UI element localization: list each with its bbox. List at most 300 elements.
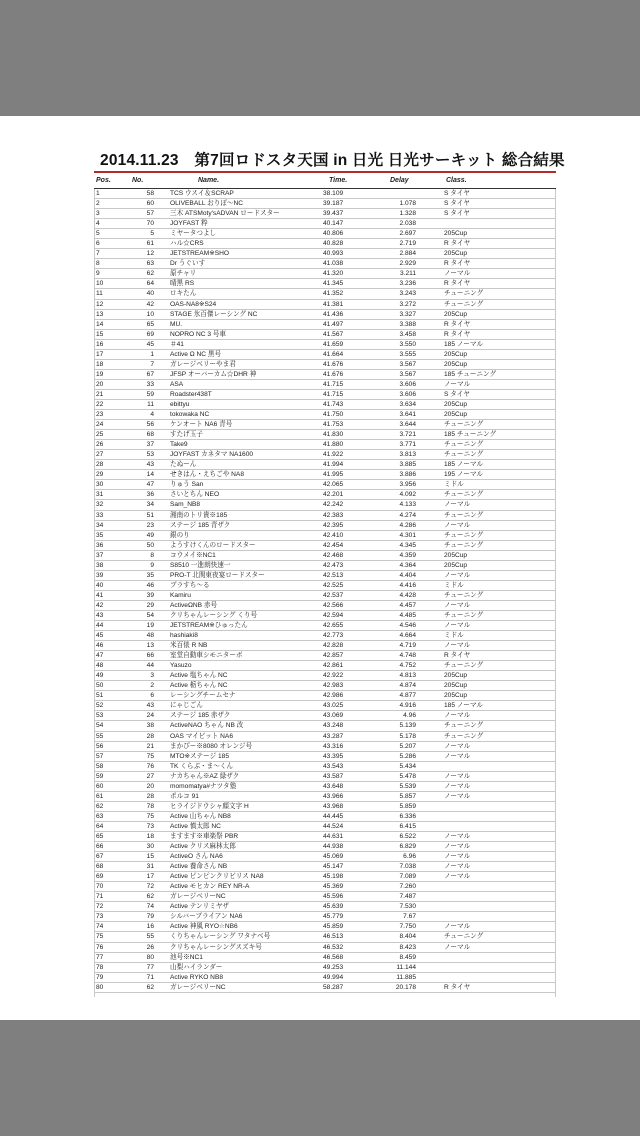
cell-time: 41.038: [323, 260, 344, 268]
cell-pos: 75: [96, 933, 104, 941]
cell-no: 35: [146, 571, 154, 579]
cell-class: ミドル: [444, 481, 464, 489]
cell-delay: 7.038: [399, 863, 416, 871]
cell-class: S タイヤ: [444, 210, 470, 218]
cell-pos: 54: [96, 722, 104, 730]
cell-pos: 39: [96, 571, 104, 579]
cell-no: 44: [146, 662, 154, 670]
cell-delay: 4.96: [403, 712, 416, 720]
cell-name: tokowaka NC: [170, 411, 210, 419]
cell-class: 205Cup: [444, 561, 468, 569]
cell-delay: 4.748: [399, 652, 416, 660]
cell-time: 42.242: [323, 501, 344, 509]
cell-name: りゅう San: [170, 481, 204, 489]
table-row: [94, 691, 556, 701]
cell-no: 47: [146, 481, 154, 489]
cell-time: 43.966: [323, 792, 344, 800]
cell-delay: 4.364: [399, 561, 416, 569]
cell-pos: 14: [96, 320, 104, 328]
cell-pos: 17: [96, 350, 104, 358]
cell-delay: 6.415: [399, 822, 416, 830]
cell-name: ますます※車楽祭 PBR: [170, 833, 239, 840]
cell-class: チューニング: [444, 722, 484, 730]
cell-delay: 7.089: [399, 873, 416, 881]
cell-pos: 34: [96, 521, 104, 529]
header-time: Time.: [329, 177, 348, 184]
table-row: [94, 289, 556, 299]
cell-no: 67: [146, 370, 154, 378]
cell-pos: 77: [96, 953, 104, 961]
cell-delay: 4.359: [399, 551, 416, 559]
cell-name: ようすけくんのロードスター: [170, 541, 256, 549]
cell-no: 39: [146, 591, 154, 599]
table-row: [94, 410, 556, 420]
cell-time: 42.473: [323, 561, 344, 569]
cell-no: 65: [146, 320, 154, 328]
cell-time: 42.655: [323, 622, 344, 630]
cell-time: 46.513: [323, 933, 344, 941]
cell-delay: 4.286: [399, 521, 416, 529]
cell-no: 66: [146, 652, 154, 660]
cell-class: ノーマル: [444, 752, 471, 760]
cell-delay: 3.721: [399, 431, 416, 439]
cell-no: 58: [146, 190, 154, 197]
table-row: [94, 249, 556, 259]
cell-class: チューニング: [444, 611, 484, 619]
cell-class: ノーマル: [444, 380, 471, 388]
cell-delay: 1.328: [399, 210, 416, 218]
table-row: [94, 269, 556, 279]
cell-delay: 3.634: [399, 400, 416, 408]
cell-delay: 4.546: [399, 622, 416, 630]
cell-delay: 8.423: [399, 943, 416, 951]
cell-name: コウメイ※NC1: [170, 551, 216, 559]
cell-time: 45.069: [323, 853, 344, 861]
cell-no: 71: [146, 973, 154, 981]
cell-class: S タイヤ: [444, 190, 470, 197]
cell-time: 44.524: [323, 822, 344, 830]
cell-no: 42: [146, 300, 154, 308]
table-row: [94, 842, 556, 852]
cell-no: 19: [146, 622, 154, 630]
cell-time: 45.596: [323, 893, 344, 901]
cell-delay: 5.859: [399, 802, 416, 810]
cell-pos: 44: [96, 622, 104, 630]
cell-pos: 55: [96, 732, 104, 740]
cell-no: 70: [146, 220, 154, 228]
table-row: [94, 762, 556, 772]
cell-time: 41.830: [323, 431, 344, 439]
cell-no: 8: [150, 551, 154, 559]
cell-pos: 2: [96, 200, 100, 208]
table-row: [94, 279, 556, 289]
cell-name: Active 慎太郎 NC: [170, 822, 221, 830]
cell-no: 9: [150, 561, 154, 569]
cell-class: ノーマル: [444, 843, 471, 851]
cell-pos: 72: [96, 903, 104, 911]
cell-class: S タイヤ: [444, 390, 470, 398]
cell-delay: 2.697: [399, 230, 416, 238]
cell-class: ノーマル: [444, 782, 471, 790]
cell-class: ノーマル: [444, 622, 471, 630]
cell-delay: 4.916: [399, 702, 416, 710]
cell-class: ノーマル: [444, 501, 471, 509]
cell-delay: 7.530: [399, 903, 416, 911]
table-header: [94, 175, 556, 189]
cell-name: STAGE 氷百傑レーシング NC: [170, 310, 258, 318]
cell-no: 24: [146, 712, 154, 720]
cell-class: チューニング: [444, 451, 484, 459]
cell-pos: 74: [96, 923, 104, 931]
table-row: [94, 571, 556, 581]
cell-no: 3: [150, 672, 154, 680]
cell-time: 41.676: [323, 370, 344, 378]
table-row: [94, 320, 556, 330]
cell-delay: 2.884: [399, 250, 416, 258]
cell-no: 77: [146, 963, 154, 971]
cell-no: 7: [150, 360, 154, 368]
cell-no: 18: [146, 833, 154, 840]
cell-delay: 4.874: [399, 682, 416, 690]
cell-class: チューニング: [444, 933, 484, 941]
cell-no: 75: [146, 752, 154, 760]
cell-pos: 25: [96, 431, 104, 439]
cell-pos: 47: [96, 652, 104, 660]
cell-pos: 53: [96, 712, 104, 720]
table-row: [94, 822, 556, 832]
cell-class: 185 ノーマル: [444, 461, 484, 469]
table-row: [94, 239, 556, 249]
cell-class: チューニング: [444, 441, 484, 449]
table-row: [94, 511, 556, 521]
cell-class: R タイヤ: [444, 652, 471, 660]
table-row: [94, 531, 556, 541]
cell-class: 185 チューニング: [444, 431, 497, 439]
table-row: [94, 300, 556, 310]
cell-name: TK くらぶ・ま～くん: [170, 762, 234, 770]
cell-time: 43.395: [323, 752, 344, 760]
table-row: [94, 370, 556, 380]
cell-pos: 78: [96, 963, 104, 971]
cell-time: 41.345: [323, 280, 344, 288]
table-row: [94, 350, 556, 360]
cell-pos: 65: [96, 833, 104, 840]
cell-pos: 26: [96, 441, 104, 449]
cell-no: 12: [146, 250, 154, 258]
cell-delay: 3.641: [399, 411, 416, 419]
table-row: [94, 792, 556, 802]
cell-name: Active 山ちゃん NB8: [170, 812, 231, 820]
table-row: [94, 440, 556, 450]
cell-delay: 1.078: [399, 200, 416, 208]
cell-time: 42.828: [323, 642, 344, 650]
cell-class: 205Cup: [444, 672, 468, 680]
cell-class: ノーマル: [444, 642, 471, 650]
cell-time: 41.352: [323, 290, 344, 298]
cell-time: 42.383: [323, 511, 344, 519]
table-row: [94, 802, 556, 812]
cell-name: Dr うぐいす: [170, 260, 206, 268]
table-row: [94, 973, 556, 983]
cell-delay: 5.478: [399, 772, 416, 780]
cell-time: 45.369: [323, 883, 344, 891]
table-row: [94, 852, 556, 862]
cell-time: 46.568: [323, 953, 344, 961]
cell-delay: 4.404: [399, 571, 416, 579]
cell-time: 41.567: [323, 330, 344, 338]
table-row: [94, 742, 556, 752]
cell-no: 20: [146, 782, 154, 790]
cell-name: すたげ玉子: [170, 431, 203, 439]
cell-pos: 31: [96, 491, 104, 499]
cell-delay: 7.487: [399, 893, 416, 901]
cell-no: 33: [146, 380, 154, 388]
cell-pos: 16: [96, 340, 104, 348]
cell-time: 41.659: [323, 340, 344, 348]
cell-time: 42.857: [323, 652, 344, 660]
cell-delay: 5.434: [399, 762, 416, 770]
cell-time: 46.532: [323, 943, 344, 951]
cell-delay: 2.719: [399, 240, 416, 248]
cell-name: Take9: [170, 441, 188, 449]
table-row: [94, 862, 556, 872]
cell-pos: 79: [96, 973, 104, 981]
cell-name: Active 栃ちゃん NC: [170, 682, 228, 690]
table-row: [94, 963, 556, 973]
cell-class: チューニング: [444, 421, 484, 429]
cell-pos: 15: [96, 330, 104, 338]
table-row: [94, 943, 556, 953]
cell-name: Active クリス麻林太郎: [170, 843, 236, 851]
cell-no: 51: [146, 511, 154, 519]
cell-delay: 5.857: [399, 792, 416, 800]
cell-class: R タイヤ: [444, 280, 471, 288]
cell-name: 銀のり: [170, 531, 190, 539]
cell-name: Kamiru: [170, 591, 191, 599]
table-row: [94, 912, 556, 922]
cell-name: JOYFAST 粋: [170, 220, 208, 228]
cell-no: 80: [146, 953, 154, 961]
cell-class: 205Cup: [444, 230, 468, 238]
cell-name: 山梨ハイランダー: [170, 963, 223, 971]
cell-class: ノーマル: [444, 712, 471, 720]
cell-delay: 3.885: [399, 461, 416, 469]
table-row: [94, 983, 556, 993]
cell-no: 61: [146, 240, 154, 248]
cell-pos: 42: [96, 601, 104, 609]
table-row: [94, 390, 556, 400]
cell-name: S8510 一進朗快速一: [170, 561, 231, 569]
cell-pos: 57: [96, 752, 104, 760]
cell-pos: 52: [96, 702, 104, 710]
cell-pos: 13: [96, 310, 104, 318]
cell-name: レーシングチームセナ: [170, 692, 236, 700]
table-row: [94, 521, 556, 531]
cell-delay: 4.274: [399, 511, 416, 519]
table-row: [94, 551, 556, 561]
cell-name: ポルコ 91: [170, 792, 199, 800]
cell-name: クリちゃんレーシング くり号: [170, 611, 258, 619]
cell-time: 41.381: [323, 300, 344, 308]
cell-no: 17: [146, 873, 154, 881]
cell-no: 64: [146, 280, 154, 288]
cell-delay: 11.144: [396, 963, 416, 971]
cell-time: 42.410: [323, 531, 344, 539]
cell-pos: 73: [96, 913, 104, 921]
cell-name: Active ピンピンクリビリス NA8: [170, 873, 264, 881]
cell-pos: 12: [96, 300, 104, 308]
cell-delay: 7.67: [403, 913, 416, 921]
cell-time: 42.468: [323, 551, 344, 559]
cell-pos: 50: [96, 682, 104, 690]
cell-delay: 2.929: [399, 260, 416, 268]
cell-name: ガレージベリーNC: [170, 893, 226, 901]
table-row: [94, 902, 556, 912]
cell-name: にゃじごん: [170, 702, 203, 710]
cell-pos: 59: [96, 772, 104, 780]
header-name: Name.: [198, 177, 220, 184]
cell-delay: 3.606: [399, 380, 416, 388]
cell-class: チューニング: [444, 732, 484, 740]
cell-time: 45.639: [323, 903, 344, 911]
header-class: Class.: [446, 177, 467, 184]
cell-pos: 61: [96, 792, 104, 800]
cell-time: 42.513: [323, 571, 344, 579]
cell-pos: 10: [96, 280, 104, 288]
cell-delay: 4.457: [399, 601, 416, 609]
bottom-letterbox: [0, 1020, 640, 1136]
cell-class: ミドル: [444, 632, 464, 640]
cell-time: 41.436: [323, 310, 344, 318]
cell-time: 40.806: [323, 230, 344, 238]
cell-time: 42.922: [323, 672, 344, 680]
cell-no: 21: [146, 742, 154, 750]
cell-time: 45.859: [323, 923, 344, 931]
cell-pos: 49: [96, 672, 104, 680]
cell-no: 73: [146, 822, 154, 830]
cell-no: 4: [150, 411, 154, 419]
cell-no: 57: [146, 210, 154, 218]
cell-name: ケンオート NA6 青号: [170, 421, 233, 429]
title-underline: [94, 171, 556, 173]
cell-delay: 4.345: [399, 541, 416, 549]
cell-class: S タイヤ: [444, 200, 470, 208]
cell-delay: 11.885: [396, 973, 416, 981]
cell-pos: 24: [96, 421, 104, 429]
cell-pos: 69: [96, 873, 104, 881]
cell-name: 晴黒 RS: [170, 280, 195, 288]
cell-delay: 4.877: [399, 692, 416, 700]
cell-no: 6: [150, 692, 154, 700]
cell-name: JFSP オーバーカム☆DHR 神: [170, 370, 257, 378]
table-row: [94, 953, 556, 963]
cell-class: ノーマル: [444, 521, 471, 529]
cell-no: 31: [146, 863, 154, 871]
cell-no: 2: [150, 682, 154, 690]
cell-pos: 58: [96, 762, 104, 770]
cell-delay: 3.458: [399, 330, 416, 338]
cell-name: ミヤータつよし: [170, 230, 217, 238]
cell-name: 原チャリ: [170, 270, 197, 278]
table-row: [94, 360, 556, 370]
cell-time: 42.065: [323, 481, 344, 489]
table-row: [94, 480, 556, 490]
table-row: [94, 932, 556, 942]
cell-name: ActiveO さん NA6: [170, 853, 223, 861]
cell-delay: 3.771: [399, 441, 416, 449]
cell-time: 41.715: [323, 390, 344, 398]
cell-pos: 22: [96, 400, 104, 408]
cell-time: 41.753: [323, 421, 344, 429]
cell-time: 43.587: [323, 772, 344, 780]
cell-delay: 5.139: [399, 722, 416, 730]
cell-name: 池号※NC1: [170, 953, 203, 961]
cell-pos: 8: [96, 260, 100, 268]
cell-pos: 45: [96, 632, 104, 640]
cell-pos: 1: [96, 190, 100, 197]
cell-delay: 3.956: [399, 481, 416, 489]
cell-pos: 71: [96, 893, 104, 901]
cell-time: 43.069: [323, 712, 344, 720]
cell-pos: 27: [96, 451, 104, 459]
cell-pos: 30: [96, 481, 104, 489]
cell-class: ノーマル: [444, 742, 471, 750]
table-row: [94, 430, 556, 440]
cell-pos: 20: [96, 380, 104, 388]
cell-delay: 4.416: [399, 581, 416, 589]
table-row: [94, 581, 556, 591]
table-row: [94, 330, 556, 340]
cell-name: NOPRO NC 3 号車: [170, 330, 227, 338]
table-row: [94, 310, 556, 320]
cell-no: 14: [146, 471, 154, 479]
cell-class: 205Cup: [444, 692, 468, 700]
cell-delay: 3.567: [399, 360, 416, 368]
cell-class: R タイヤ: [444, 983, 471, 991]
table-row: [94, 631, 556, 641]
cell-pos: 32: [96, 501, 104, 509]
cell-delay: 20.178: [395, 983, 416, 991]
cell-name: Sam_NB8: [170, 501, 201, 509]
cell-time: 39.187: [323, 200, 344, 208]
table-row: [94, 209, 556, 219]
cell-class: ノーマル: [444, 873, 471, 881]
cell-class: チューニング: [444, 591, 484, 599]
cell-name: Roadster438T: [170, 390, 212, 398]
cell-no: 45: [146, 340, 154, 348]
cell-name: Active モヒカン REY NR-A: [170, 883, 250, 891]
cell-class: 195 ノーマル: [444, 471, 484, 479]
cell-pos: 76: [96, 943, 104, 951]
cell-name: プラすち～る: [170, 581, 210, 589]
cell-time: 43.648: [323, 782, 344, 790]
cell-name: ガレージベリーNC: [170, 983, 226, 991]
cell-no: 13: [146, 642, 154, 650]
table-row: [94, 711, 556, 721]
cell-pos: 56: [96, 742, 104, 750]
table-row: [94, 189, 556, 199]
cell-no: 79: [146, 913, 154, 921]
cell-class: チューニング: [444, 290, 484, 298]
table-row: [94, 601, 556, 611]
cell-no: 43: [146, 461, 154, 469]
cell-time: 42.537: [323, 591, 344, 599]
cell-no: 36: [146, 491, 154, 499]
cell-delay: 4.813: [399, 672, 416, 680]
table-row: [94, 752, 556, 762]
cell-delay: 3.813: [399, 451, 416, 459]
cell-pos: 19: [96, 370, 104, 378]
